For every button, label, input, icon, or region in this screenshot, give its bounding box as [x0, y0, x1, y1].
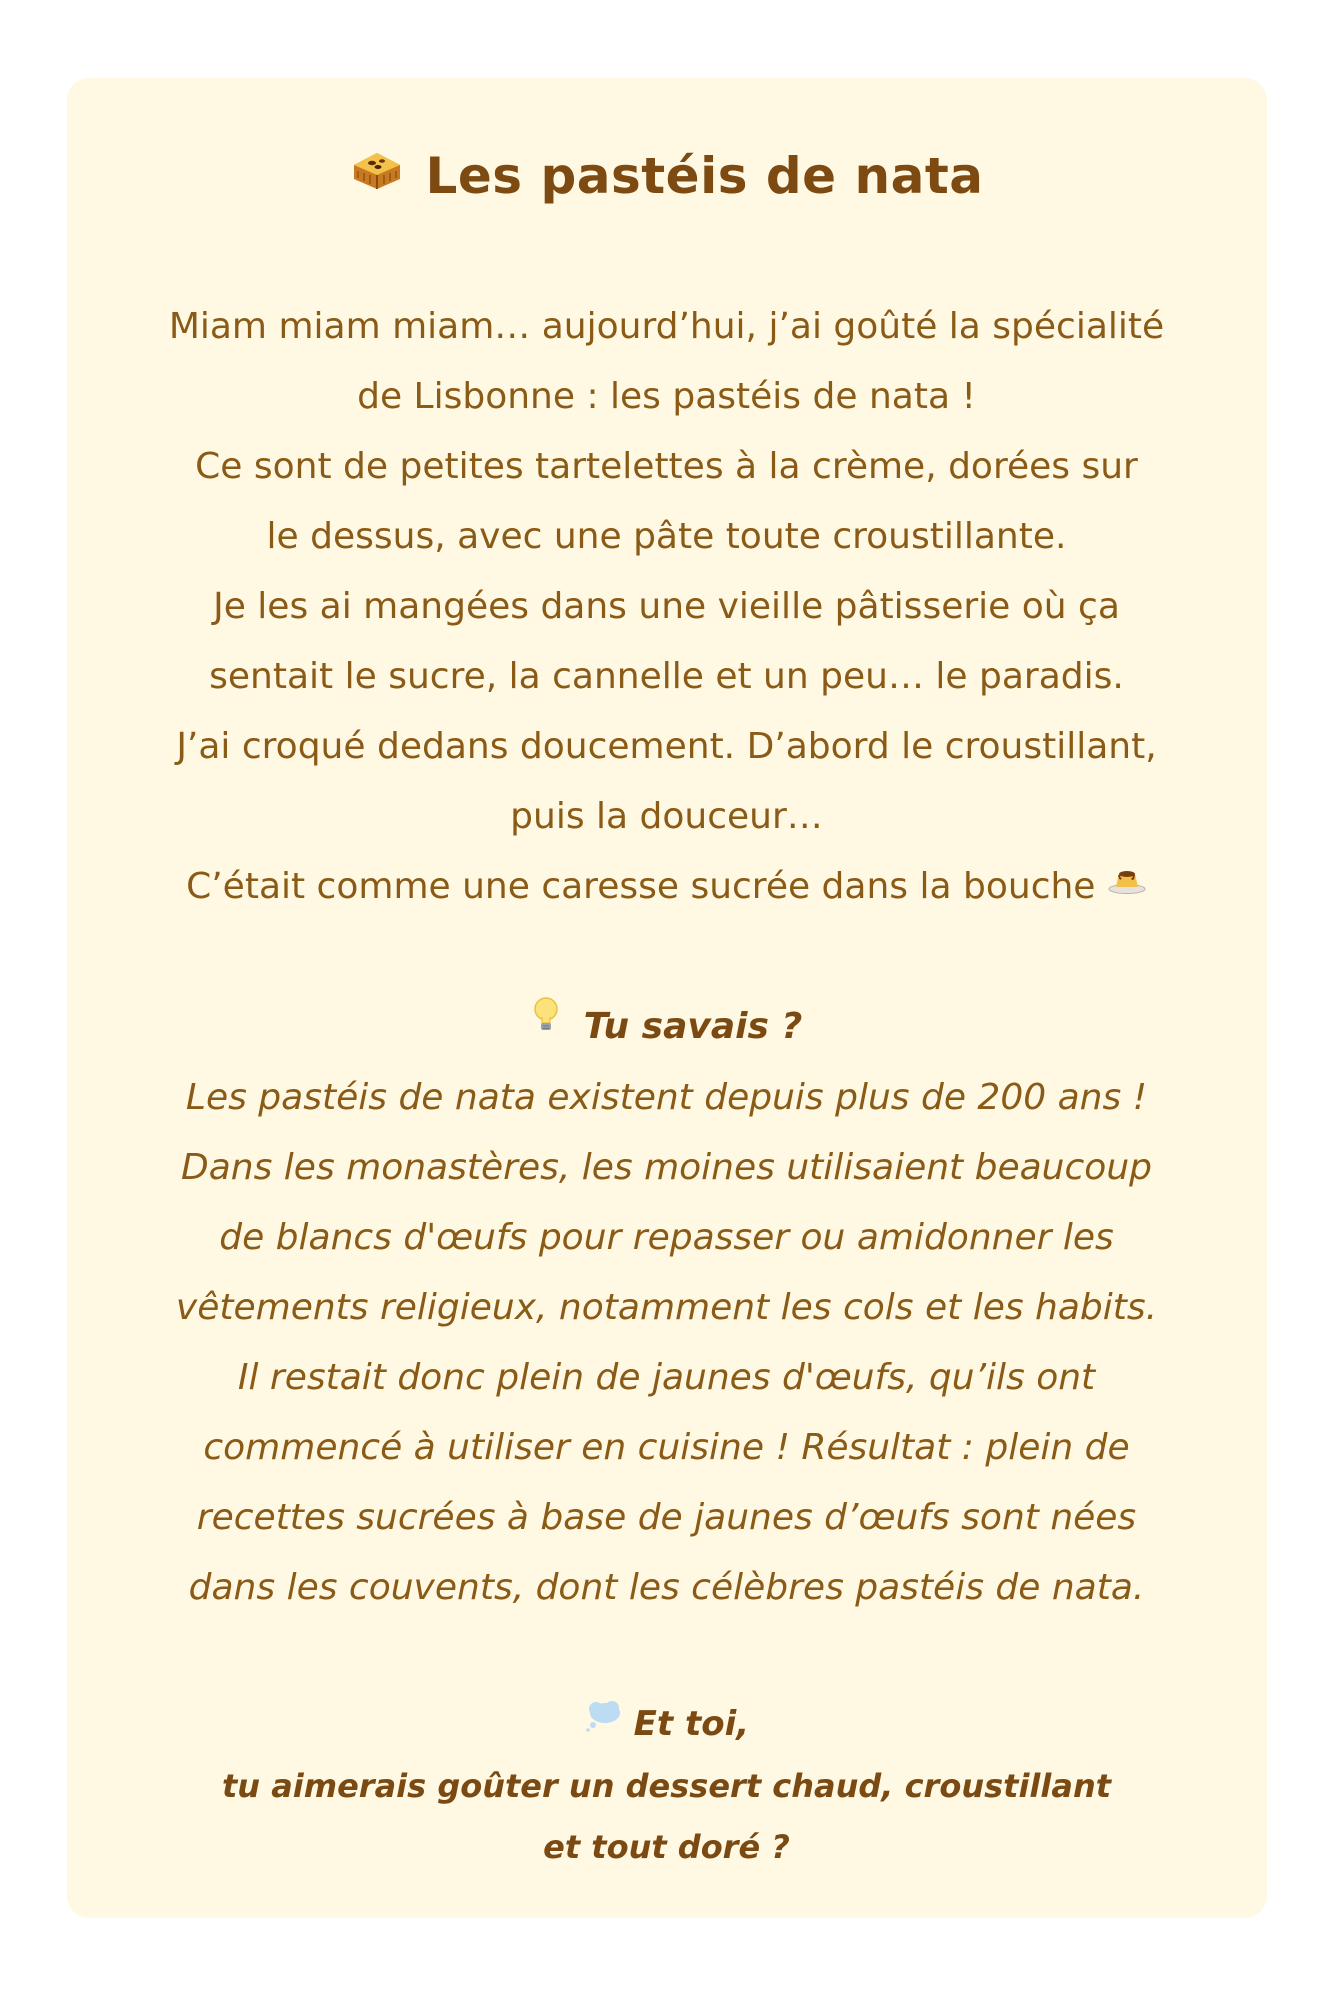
intro-line: puis la douceur…: [510, 796, 823, 837]
fact-line: Il restait donc plein de jaunes d'œufs, qu’ils ont: [237, 1357, 1096, 1398]
fact-line: Les pastéis de nata existent depuis plus de 200 ans !: [185, 1077, 1148, 1118]
fact-line: Dans les monastères, les moines utilisaient beaucoup: [181, 1147, 1152, 1188]
intro-line: J’ai croqué dedans doucement. D’abord le croustillant,: [176, 726, 1157, 767]
fact-line: commencé à utiliser en cuisine ! Résultat : plein de: [203, 1427, 1130, 1468]
question-heading: [0, 1694, 1333, 1756]
fact-line: recettes sucrées à base de jaunes d’œufs sont nées: [196, 1497, 1137, 1538]
fact-line: dans les couvents, dont les célèbres pastéis de nata.: [188, 1567, 1145, 1608]
intro-line: C’était comme une caresse sucrée dans la bouche: [186, 866, 1096, 907]
page-title: [0, 142, 1333, 214]
intro-line: de Lisbonne : les pastéis de nata !: [357, 376, 976, 417]
question-line: et tout doré ?: [543, 1828, 790, 1866]
intro-line: Miam miam miam… aujourd’hui, j’ai goûté la spécialité: [168, 306, 1165, 347]
fact-heading: [0, 992, 1333, 1063]
intro-line: Ce sont de petites tartelettes à la crème, dorées sur: [195, 446, 1138, 487]
question-section: [0, 1694, 1333, 1878]
light-bulb-icon: [531, 989, 561, 1059]
pastry-icon: [350, 140, 404, 208]
fact-section: [0, 992, 1333, 1623]
intro-line: sentait le sucre, la cannelle et un peu… le paradis.: [209, 656, 1124, 697]
fact-title: Tu savais ?: [583, 1006, 803, 1047]
intro-paragraph: [0, 292, 1333, 923]
fact-line: vêtements religieux, notamment les cols et les habits.: [175, 1287, 1158, 1328]
question-first-line: Et toi,: [633, 1704, 750, 1744]
thought-bubble-icon: [584, 1691, 622, 1752]
intro-last-line: [0, 852, 1333, 923]
intro-line: Je les ai mangées dans une vieille pâtisserie où ça: [213, 586, 1120, 627]
intro-line: le dessus, avec une pâte toute croustillante.: [266, 516, 1067, 557]
question-line: tu aimerais goûter un dessert chaud, croustillant: [221, 1767, 1112, 1805]
custard-pudding-icon: [1107, 849, 1147, 919]
title-text: Les pastéis de nata: [425, 147, 984, 205]
fact-line: de blancs d'œufs pour repasser ou amidonner les: [219, 1217, 1114, 1258]
